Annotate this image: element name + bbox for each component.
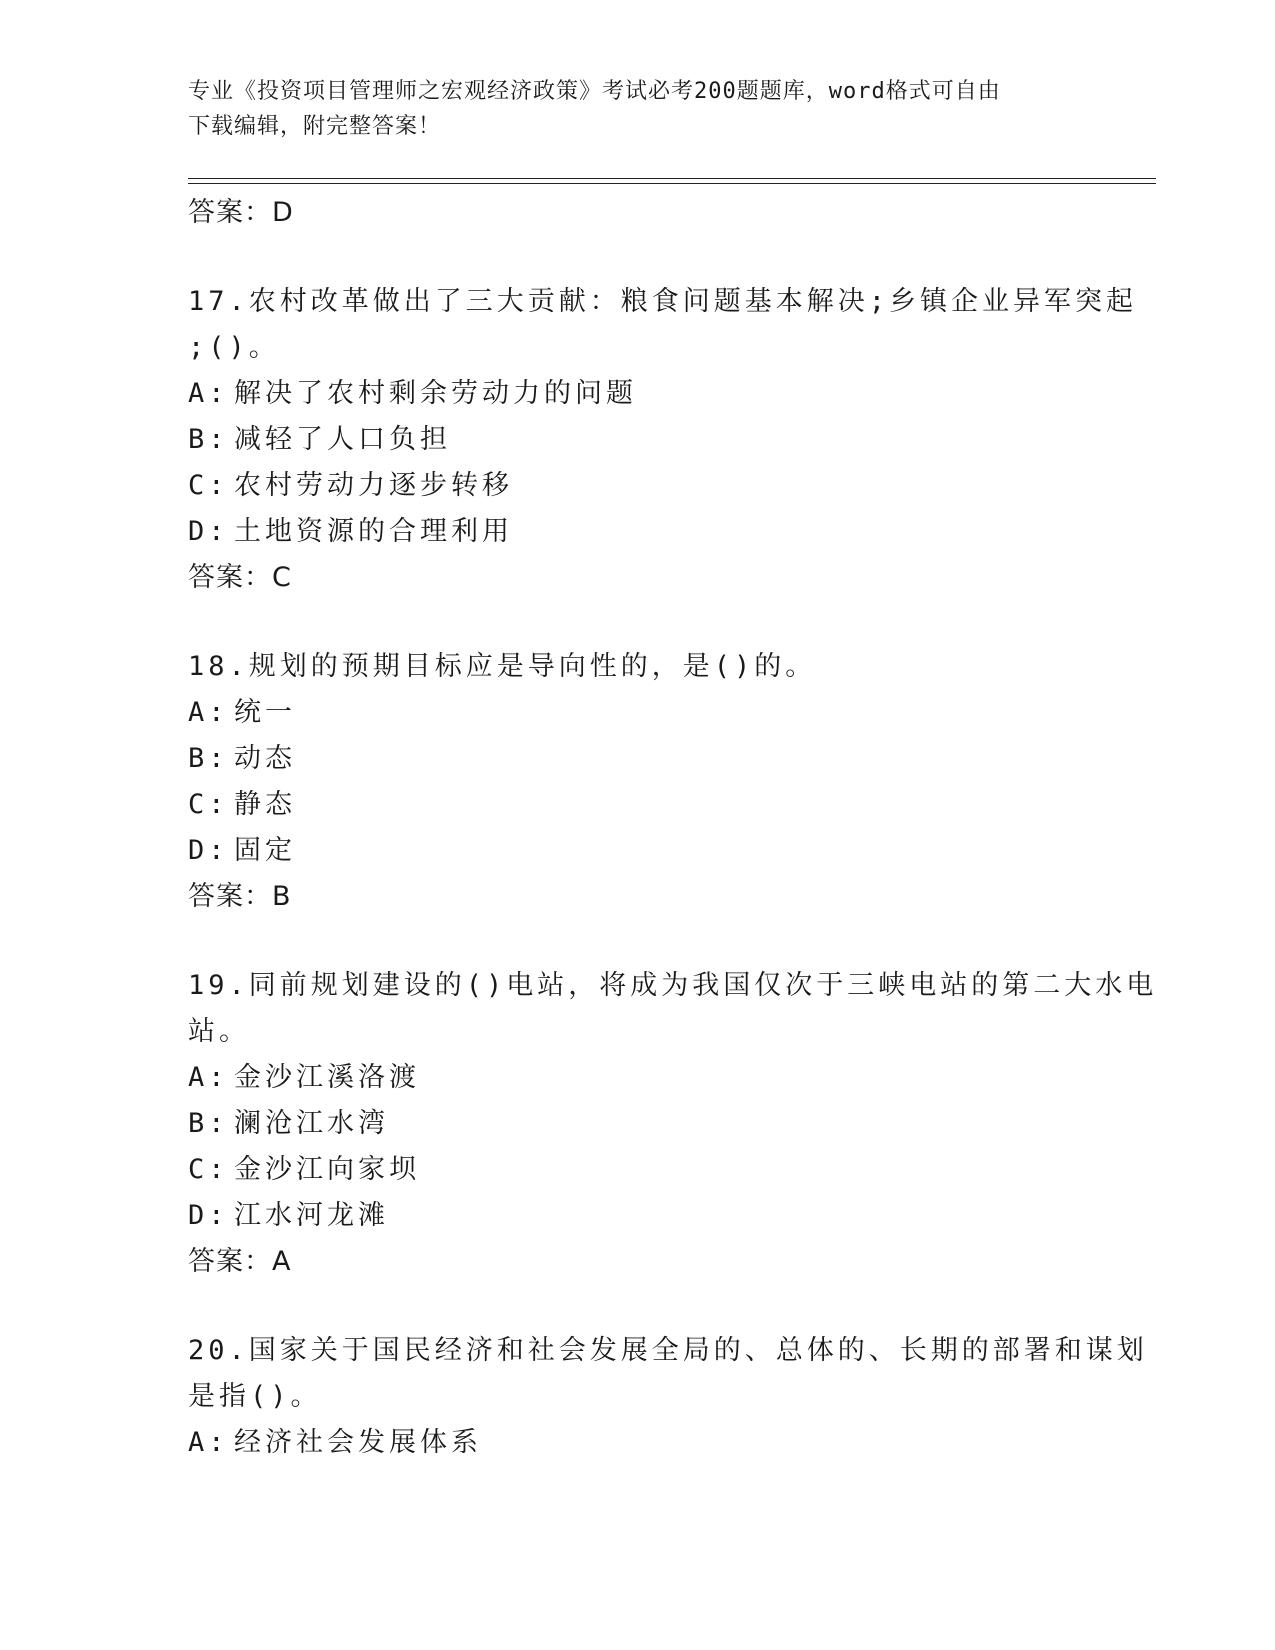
question-stem: 是指()。: [188, 1381, 322, 1412]
question-stem: 19.同前规划建设的()电站，将成为我国仅次于三峡电站的第二大水电: [188, 970, 1158, 1001]
option-text: 农村劳动力逐步转移: [234, 470, 513, 501]
option-text: 金沙江向家坝: [234, 1154, 420, 1185]
document-header: [188, 74, 1088, 144]
header-line-2: 下载编辑，附完整答案！: [188, 114, 442, 139]
option-text: 澜沧江水湾: [234, 1108, 389, 1139]
option-d: [188, 828, 1088, 874]
option-text: 土地资源的合理利用: [234, 516, 513, 547]
option-key: C:: [188, 789, 229, 820]
header-rule-bottom: [188, 183, 1156, 184]
option-a: [188, 1420, 1088, 1466]
option-d: [188, 1193, 1088, 1239]
question-stem: 20.国家关于国民经济和社会发展全局的、总体的、长期的部署和谋划: [188, 1335, 1148, 1366]
option-c: [188, 1147, 1088, 1193]
question-20: [188, 1328, 1148, 1466]
option-text: 固定: [234, 835, 296, 866]
option-key: D:: [188, 1200, 229, 1231]
option-b: [188, 417, 1088, 463]
answer-line: 答案：A: [188, 1246, 292, 1277]
option-key: A:: [188, 1062, 229, 1093]
option-text: 统一: [234, 697, 296, 728]
option-b: [188, 736, 1088, 782]
option-a: [188, 1055, 1088, 1101]
option-key: A:: [188, 1427, 229, 1458]
option-key: C:: [188, 470, 229, 501]
option-text: 动态: [234, 743, 296, 774]
question-17: [188, 279, 1138, 601]
option-key: B:: [188, 424, 229, 455]
question-18: [188, 644, 1088, 920]
answer-line: 答案：D: [188, 197, 294, 228]
option-key: A:: [188, 697, 229, 728]
option-text: 经济社会发展体系: [234, 1427, 482, 1458]
answer-line: 答案：C: [188, 562, 292, 593]
option-text: 金沙江溪洛渡: [234, 1062, 420, 1093]
option-c: [188, 463, 1088, 509]
option-text: 解决了农村剩余劳动力的问题: [234, 378, 637, 409]
option-a: [188, 371, 1088, 417]
answer-line: 答案：B: [188, 881, 292, 912]
option-text: 江水河龙滩: [234, 1200, 389, 1231]
option-b: [188, 1101, 1088, 1147]
document-body: [188, 190, 1158, 1466]
option-a: [188, 690, 1088, 736]
question-stem: 18.规划的预期目标应是导向性的，是()的。: [188, 651, 817, 682]
option-key: B:: [188, 743, 229, 774]
option-text: 减轻了人口负担: [234, 424, 451, 455]
option-key: D:: [188, 835, 229, 866]
option-text: 静态: [234, 789, 296, 820]
option-c: [188, 782, 1088, 828]
option-key: C:: [188, 1154, 229, 1185]
question-stem: ;()。: [188, 332, 280, 363]
option-d: [188, 509, 1088, 555]
question-stem: 17.农村改革做出了三大贡献：粮食问题基本解决;乡镇企业异军突起: [188, 286, 1138, 317]
option-key: B:: [188, 1108, 229, 1139]
option-key: A:: [188, 378, 229, 409]
option-key: D:: [188, 516, 229, 547]
question-19: [188, 963, 1158, 1285]
header-rule-top: [188, 178, 1156, 179]
header-line-1: 专业《投资项目管理师之宏观经济政策》考试必考200题题库，word格式可自由: [188, 79, 1001, 104]
question-stem: 站。: [188, 1016, 250, 1047]
